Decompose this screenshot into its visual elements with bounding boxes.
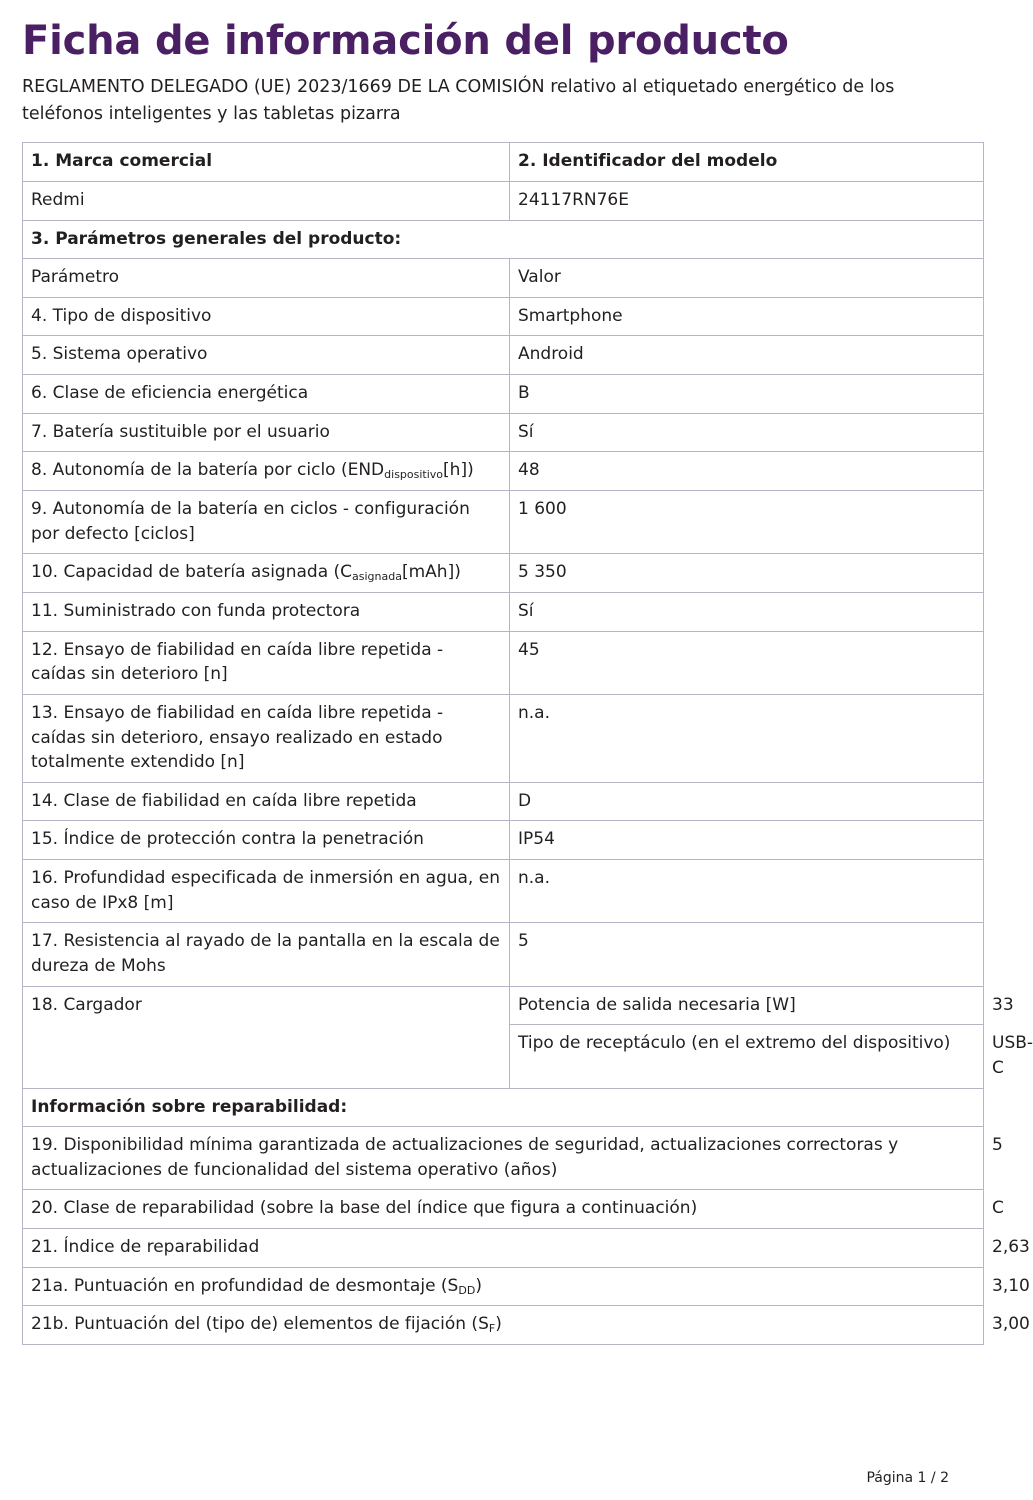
page-title: Ficha de información del producto [22, 18, 789, 64]
table-row [23, 1088, 984, 1127]
table-row [23, 782, 984, 821]
cell-value: Sí [510, 413, 984, 452]
cell-label: Parámetro [23, 259, 510, 298]
cell-label-charger: 18. Cargador [23, 986, 510, 1088]
cell-label: 10. Capacidad de batería asignada $(C_{asignada}[mAh])$ [23, 554, 510, 593]
cell-label: 16. Profundidad especificada de inmersión en agua, en caso de IPx8 [m] [23, 860, 510, 923]
table-row [23, 220, 984, 259]
cell-label: 21. Índice de reparabilidad [23, 1229, 984, 1268]
cell-value: B [510, 375, 984, 414]
table-row [23, 413, 984, 452]
cell-label: 1. Marca comercial [23, 143, 510, 182]
cell-label: 15. Índice de protección contra la penetración [23, 821, 510, 860]
cell-label: 12. Ensayo de fiabilidad en caída libre repetida - caídas sin deterioro [n] [23, 631, 510, 694]
table-row: 21a. Puntuación en profundidad de desmontaje $(S_{DD})$ 3,10 [23, 1267, 984, 1306]
cell-value: D [510, 782, 984, 821]
cell-value: n.a. [510, 694, 984, 782]
cell-label: 13. Ensayo de fiabilidad en caída libre repetida - caídas sin deterioro, ensayo realizado en estado totalmente extendido [n] [23, 694, 510, 782]
table-row [23, 297, 984, 336]
cell-sublabel: Tipo de receptáculo (en el extremo del dispositivo) [510, 1025, 984, 1088]
cell-value: Sí [510, 592, 984, 631]
table-row-charger: 18. Cargador Potencia de salida necesaria [W] 33 [23, 986, 984, 1025]
cell-label: 17. Resistencia al rayado de la pantalla en la escala de dureza de Mohs [23, 923, 510, 986]
table-row [23, 631, 984, 694]
cell-label: 8. Autonomía de la batería por ciclo $(END_{dispositivo}[h])$ [23, 452, 510, 491]
table-row [23, 554, 984, 593]
cell-value: 2. Identificador del modelo [510, 143, 984, 182]
cell-label: 6. Clase de eficiencia energética [23, 375, 510, 414]
cell-value: 5 350 [510, 554, 984, 593]
product-information-table [22, 142, 1033, 1345]
cell-value: Smartphone [510, 297, 984, 336]
table-row: 20. Clase de reparabilidad (sobre la base del índice que figura a continuación) C [23, 1190, 984, 1229]
table-row [23, 143, 984, 182]
cell-section-heading-repairability: Información sobre reparabilidad: [23, 1088, 984, 1127]
cell-label: 5. Sistema operativo [23, 336, 510, 375]
table-row [23, 860, 984, 923]
cell-sublabel: Potencia de salida necesaria [W] [510, 986, 984, 1025]
cell-label: 20. Clase de reparabilidad (sobre la base del índice que figura a continuación) [23, 1190, 984, 1229]
table-row: 19. Disponibilidad mínima garantizada de actualizaciones de seguridad, actualizaciones correctoras y actualizaciones de funcionalidad del sistema operativo (años) 5 [23, 1127, 984, 1190]
cell-label: 9. Autonomía de la batería en ciclos - configuración por defecto [ciclos] [23, 491, 510, 554]
cell-value: 45 [510, 631, 984, 694]
page-footer: Página 1 / 2 [866, 1470, 949, 1486]
cell-value: 48 [510, 452, 984, 491]
table-row [23, 923, 984, 986]
cell-value: 5 [510, 923, 984, 986]
cell-value: n.a. [510, 860, 984, 923]
cell-label: Redmi [23, 181, 510, 220]
cell-value: 1 600 [510, 491, 984, 554]
table-row [23, 452, 984, 491]
cell-value: 24117RN76E [510, 181, 984, 220]
cell-label: 21b. Puntuación del (tipo de) elementos de fijación $(S_F)$ [23, 1306, 984, 1345]
table-row [23, 259, 984, 298]
regulation-subtitle: REGLAMENTO DELEGADO (UE) 2023/1669 DE LA COMISIÓN relativo al etiquetado energético de los teléfonos inteligentes y las tabletas pizarra [22, 77, 895, 125]
table-row: 21. Índice de reparabilidad 2,63 [23, 1229, 984, 1268]
cell-value: Android [510, 336, 984, 375]
cell-value: Valor [510, 259, 984, 298]
cell-label: 14. Clase de fiabilidad en caída libre repetida [23, 782, 510, 821]
table-body [23, 143, 1033, 1345]
table-row [23, 375, 984, 414]
table-row [23, 592, 984, 631]
cell-label: 21a. Puntuación en profundidad de desmontaje $(S_{DD})$ [23, 1267, 984, 1306]
table-row [23, 336, 984, 375]
table-row [23, 491, 984, 554]
table-row: 21b. Puntuación del (tipo de) elementos de fijación $(S_F)$ 3,00 [23, 1306, 984, 1345]
table-row [23, 181, 984, 220]
cell-label: 4. Tipo de dispositivo [23, 297, 510, 336]
cell-value: IP54 [510, 821, 984, 860]
cell-label: 7. Batería sustituible por el usuario [23, 413, 510, 452]
cell-label: 11. Suministrado con funda protectora [23, 592, 510, 631]
table-row-charger: Tipo de receptáculo (en el extremo del dispositivo) USB-C [23, 1025, 984, 1088]
cell-section-heading: 3. Parámetros generales del producto: [23, 220, 984, 259]
cell-label: 19. Disponibilidad mínima garantizada de actualizaciones de seguridad, actualizaciones correctoras y actualizaciones de funcionalidad del sistema operativo (años) [23, 1127, 984, 1190]
table-row [23, 821, 984, 860]
table-row [23, 694, 984, 782]
